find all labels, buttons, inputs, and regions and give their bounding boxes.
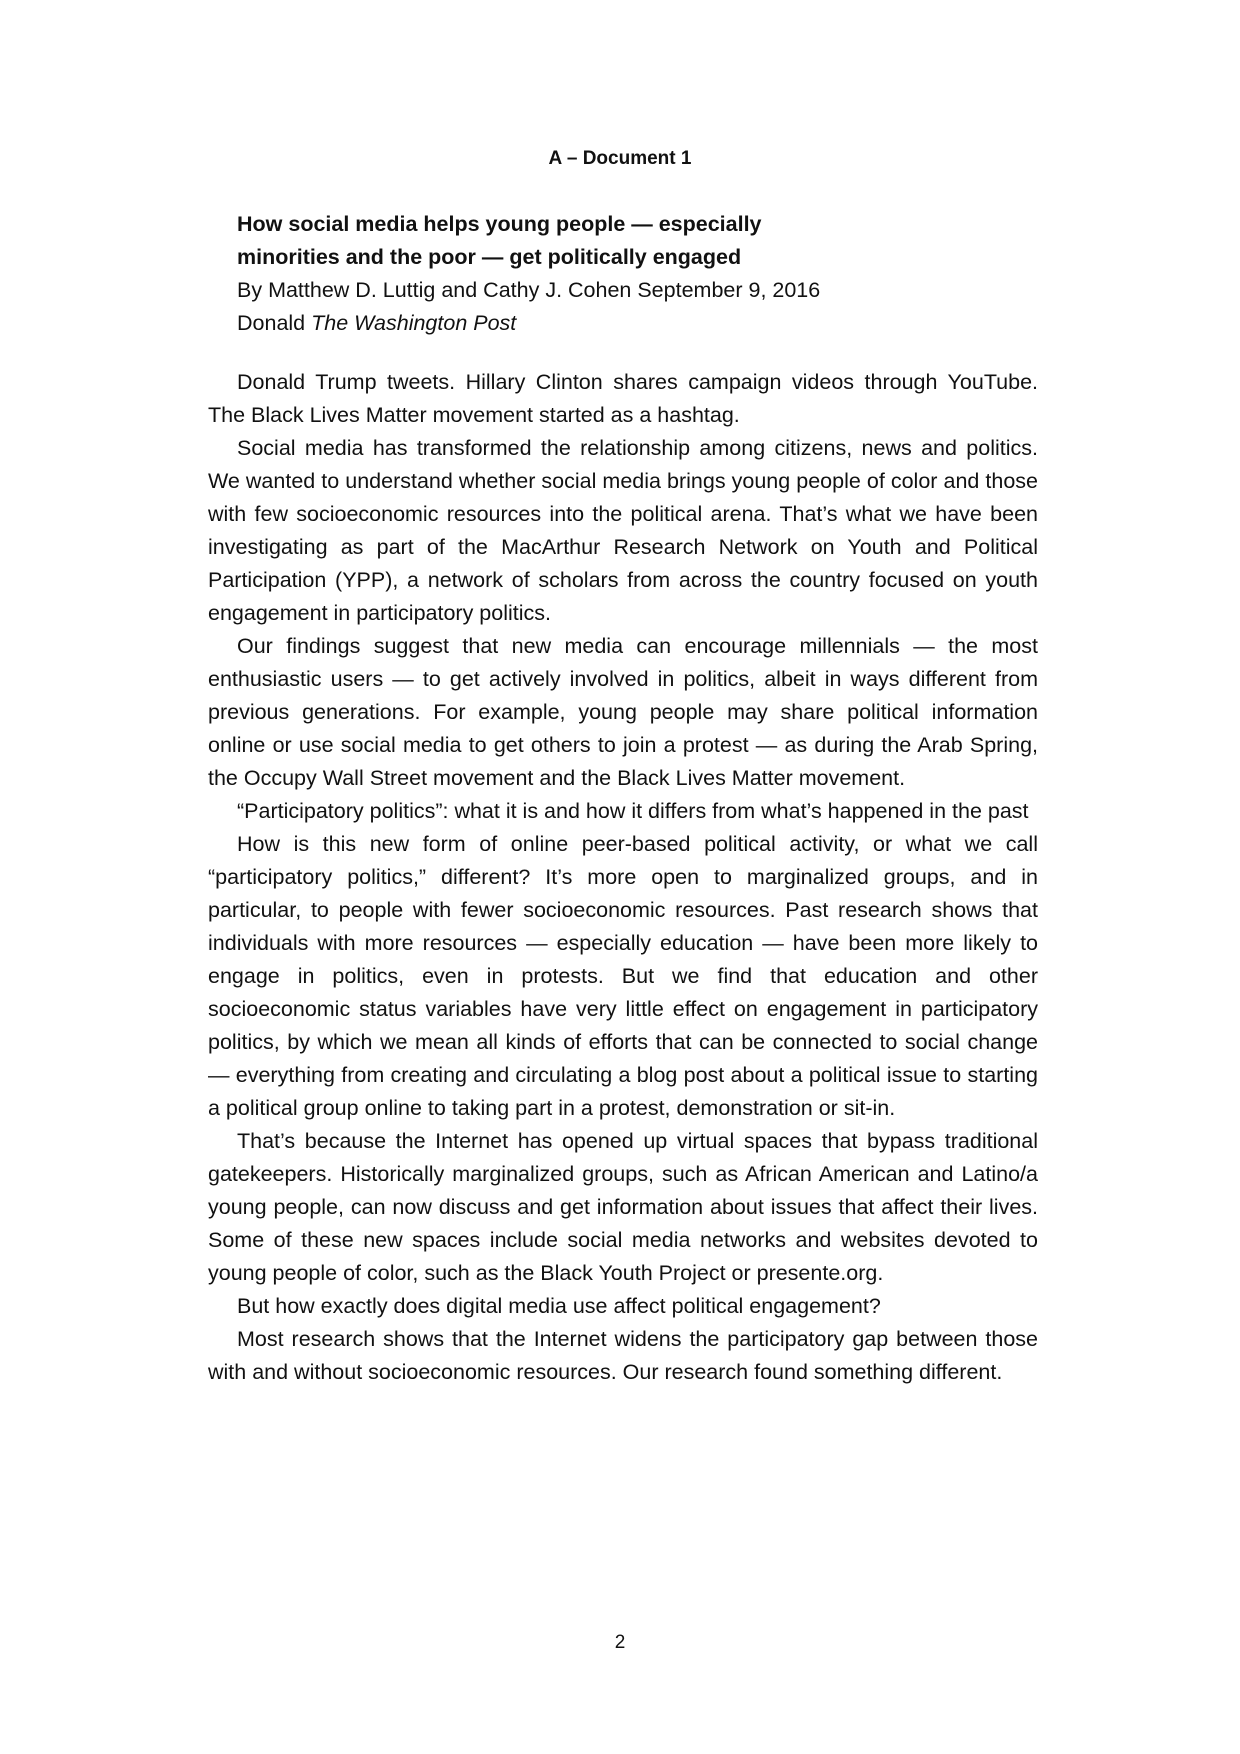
paragraph-8: Most research shows that the Internet widens the participatory gap between those with and without socioeconomic resources. Our research found something different. <box>208 1327 1038 1384</box>
article-title-line-2: minorities and the poor — get politically engaged <box>237 245 742 269</box>
paragraph-6: That’s because the Internet has opened up virtual spaces that bypass traditional gatekeepers. Historically marginalized groups, such as African American and Latino/a young people, can now discuss and get information about issues that affect their lives. Some of these new spaces include social media networks and websites devoted to young people of color, such as the Black Youth Project or presente.org. <box>208 1129 1038 1285</box>
article-body <box>208 366 1038 1389</box>
paragraph-2: Social media has transformed the relationship among citizens, news and politics. We wanted to understand whether social media brings young people of color and those with few socioeconomic resources into the political arena. That’s what we have been investigating as part of the MacArthur Research Network on Youth and Political Participation (YPP), a network of scholars from across the country focused on youth engagement in participatory politics. <box>208 436 1038 625</box>
paragraph-4: “Participatory politics”: what it is and how it differs from what’s happened in the past <box>237 799 1029 823</box>
paragraph-7: But how exactly does digital media use affect political engagement? <box>237 1294 881 1318</box>
article-title <box>237 208 1057 274</box>
page-number: 2 <box>614 1632 626 1653</box>
paragraph-1: Donald Trump tweets. Hillary Clinton shares campaign videos through YouTube. The Black Lives Matter movement started as a hashtag. <box>208 370 1038 427</box>
document-label: A – Document 1 <box>548 148 692 169</box>
source-publication: The Washington Post <box>311 311 517 335</box>
paragraph-5: How is this new form of online peer-based political activity, or what we call “participatory politics,” different? It’s more open to marginalized groups, and in particular, to people with fewer socioeconomic resources. Past research shows that individuals with more resources — especially education — have been more likely to engage in politics, even in protests. But we find that education and other socioeconomic status variables have very little effect on engagement in participatory politics, by which we mean all kinds of efforts that can be connected to social change — everything from creating and circulating a blog post about a political issue to starting a political group online to taking part in a protest, demonstration or sit-in. <box>208 832 1038 1120</box>
article-source <box>237 307 1057 340</box>
article-byline: By Matthew D. Luttig and Cathy J. Cohen September 9, 2016 <box>237 278 821 302</box>
article-header <box>237 208 1057 340</box>
article-title-line-1: How social media helps young people — especially <box>237 212 762 236</box>
source-prefix: Donald <box>237 311 312 335</box>
paragraph-3: Our findings suggest that new media can encourage millennials — the most enthusiastic users — to get actively involved in politics, albeit in ways different from previous generations. For example, young people may share political information online or use social media to get others to join a protest — as during the Arab Spring, the Occupy Wall Street movement and the Black Lives Matter movement. <box>208 634 1038 790</box>
